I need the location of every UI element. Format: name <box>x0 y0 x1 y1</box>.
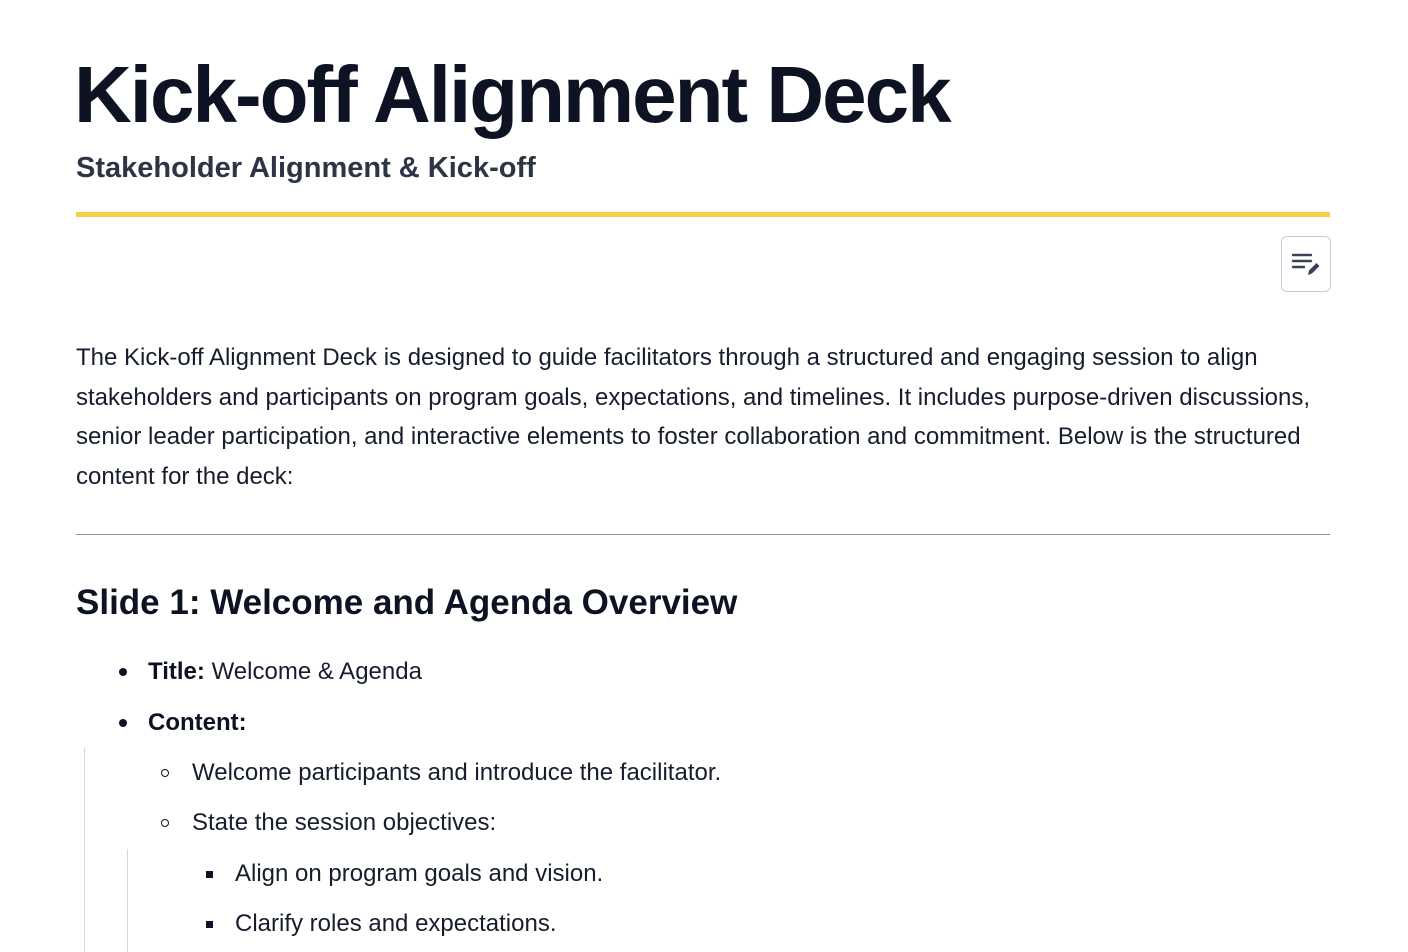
title-label: Title: <box>148 658 205 685</box>
title-value: Welcome & Agenda <box>211 658 422 685</box>
intro-paragraph: The Kick-off Alignment Deck is designed to guide facilitators through a structured and engaging session to align stakeholders and participants on program goals, expectations, and timelines. It includes purpose-driven discussions, senior leader participation, and interactive elements to foster collaboration and commitment. Below is the structured content for the deck: <box>76 344 1311 490</box>
bullet-disc <box>119 719 127 727</box>
bullet-disc <box>119 668 127 676</box>
page-subtitle: Stakeholder Alignment & Kick-off <box>76 152 536 184</box>
page-title: Kick-off Alignment Deck <box>74 50 950 139</box>
bullet-circle <box>161 769 169 777</box>
list-item: Welcome participants and introduce the facilitator. <box>192 759 722 786</box>
list-item-content <box>148 707 247 739</box>
bullet-square <box>206 921 213 928</box>
slide-1-heading: Slide 1: Welcome and Agenda Overview <box>76 583 738 622</box>
edit-document-button[interactable] <box>1281 236 1331 292</box>
list-item-title <box>148 656 422 688</box>
list-item: Align on program goals and vision. <box>235 860 604 887</box>
section-divider <box>76 534 1330 535</box>
list-item: Clarify roles and expectations. <box>235 910 557 937</box>
bullet-square <box>206 871 213 878</box>
edit-list-icon <box>1290 248 1322 280</box>
nested-list-guide-line <box>127 849 128 952</box>
list-item: State the session objectives: <box>192 809 497 836</box>
content-label: Content: <box>148 709 247 736</box>
nested-list-guide-line <box>84 748 85 952</box>
title-accent-rule <box>76 212 1330 217</box>
bullet-circle <box>161 819 169 827</box>
